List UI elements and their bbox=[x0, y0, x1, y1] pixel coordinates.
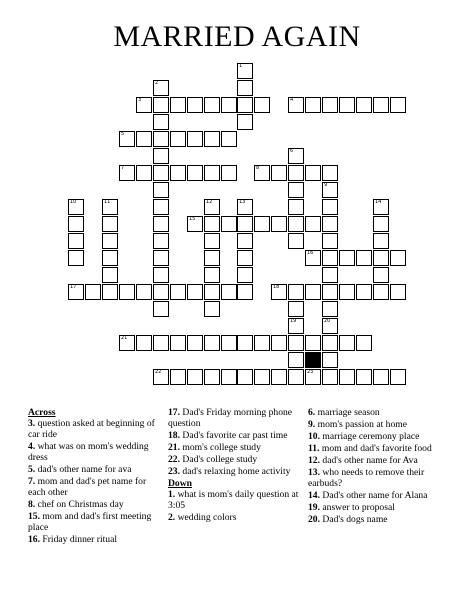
grid-cell[interactable] bbox=[187, 216, 203, 232]
clue-number: 22 bbox=[155, 369, 162, 375]
clue-number: 7 bbox=[121, 165, 125, 171]
clue-item-text: mom and dad's pet name for each other bbox=[28, 476, 147, 498]
grid-cell[interactable] bbox=[204, 369, 220, 385]
grid-cell[interactable] bbox=[322, 318, 338, 334]
clue-item bbox=[168, 442, 303, 453]
grid-cell[interactable] bbox=[119, 131, 135, 147]
clue-number: 16 bbox=[307, 250, 314, 256]
grid-cell[interactable] bbox=[237, 80, 253, 96]
clue-item bbox=[28, 418, 163, 440]
grid-cell[interactable] bbox=[136, 335, 152, 351]
grid-cell[interactable] bbox=[305, 335, 321, 351]
grid-cell[interactable] bbox=[322, 369, 338, 385]
grid-cell[interactable] bbox=[68, 199, 84, 215]
grid-cell[interactable] bbox=[204, 233, 220, 249]
grid-cell[interactable] bbox=[390, 250, 406, 266]
grid-cell[interactable] bbox=[153, 250, 169, 266]
grid-cell[interactable] bbox=[237, 114, 253, 130]
grid-cell[interactable] bbox=[356, 369, 372, 385]
grid-cell[interactable] bbox=[204, 131, 220, 147]
clue-number: 11 bbox=[104, 199, 111, 205]
grid-cell[interactable] bbox=[237, 97, 253, 113]
clue-item-number: 22. bbox=[168, 454, 180, 465]
clue-item-text: dad's other name for Ava bbox=[320, 455, 418, 466]
grid-cell[interactable] bbox=[322, 182, 338, 198]
grid-cell[interactable] bbox=[221, 216, 237, 232]
clue-item-text: mom's college study bbox=[180, 442, 261, 453]
grid-cell[interactable] bbox=[204, 250, 220, 266]
clue-item bbox=[168, 512, 303, 523]
grid-cell[interactable] bbox=[322, 352, 338, 368]
clue-item-text: Dad's Friday morning phone question bbox=[168, 407, 293, 429]
grid-cell[interactable] bbox=[153, 369, 169, 385]
grid-cell[interactable] bbox=[373, 199, 389, 215]
grid-cell[interactable] bbox=[187, 131, 203, 147]
clue-number: 23 bbox=[307, 369, 314, 375]
grid-cell[interactable] bbox=[153, 335, 169, 351]
grid-cell[interactable] bbox=[373, 97, 389, 113]
clue-number: 12 bbox=[206, 199, 213, 205]
clue-item-text: answer to proposal bbox=[320, 502, 395, 513]
grid-cell[interactable] bbox=[288, 182, 304, 198]
grid-cell[interactable] bbox=[254, 216, 270, 232]
grid-cell[interactable] bbox=[339, 284, 355, 300]
grid-cell[interactable] bbox=[322, 250, 338, 266]
grid-cell[interactable] bbox=[373, 216, 389, 232]
grid-cell[interactable] bbox=[68, 284, 84, 300]
clue-item-text: dad's other name for ava bbox=[35, 464, 132, 475]
clue-item bbox=[28, 464, 163, 475]
clue-item-number: 9. bbox=[308, 419, 316, 430]
clue-column-1 bbox=[28, 407, 163, 546]
grid-cell[interactable] bbox=[170, 131, 186, 147]
grid-cell[interactable] bbox=[136, 97, 152, 113]
grid-cell[interactable] bbox=[187, 284, 203, 300]
clue-number: 18 bbox=[273, 284, 280, 290]
clue-number: 6 bbox=[290, 148, 294, 154]
grid-cell[interactable] bbox=[339, 369, 355, 385]
grid-cell[interactable] bbox=[322, 165, 338, 181]
grid-cell[interactable] bbox=[254, 165, 270, 181]
clue-item-text: wedding colors bbox=[175, 512, 237, 523]
clue-item-number: 10. bbox=[308, 431, 320, 442]
grid-cell[interactable] bbox=[237, 216, 253, 232]
grid-cell[interactable] bbox=[237, 250, 253, 266]
clue-number: 19 bbox=[290, 318, 297, 324]
grid-cell[interactable] bbox=[136, 284, 152, 300]
grid-cell[interactable] bbox=[153, 267, 169, 283]
clue-item-text: Dad's dogs name bbox=[320, 514, 388, 525]
clue-item-number: 17. bbox=[168, 407, 180, 418]
grid-cell[interactable] bbox=[170, 165, 186, 181]
clue-item-text: dad's relaxing home activity bbox=[180, 466, 291, 477]
grid-cell[interactable] bbox=[204, 165, 220, 181]
grid-cell[interactable] bbox=[204, 284, 220, 300]
grid-cell[interactable] bbox=[204, 199, 220, 215]
clue-number: 8 bbox=[256, 165, 260, 171]
grid-cell[interactable] bbox=[170, 335, 186, 351]
grid-cell[interactable] bbox=[390, 284, 406, 300]
grid-cell[interactable] bbox=[254, 97, 270, 113]
clue-item-number: 16. bbox=[28, 534, 40, 545]
grid-cell[interactable] bbox=[322, 301, 338, 317]
grid-cell[interactable] bbox=[339, 97, 355, 113]
grid-cell[interactable] bbox=[153, 97, 169, 113]
grid-cell[interactable] bbox=[254, 335, 270, 351]
clue-column-3 bbox=[308, 407, 450, 526]
clue-item-number: 11. bbox=[308, 443, 320, 454]
grid-cell[interactable] bbox=[356, 97, 372, 113]
clue-item-number: 21. bbox=[168, 442, 180, 453]
grid-cell[interactable] bbox=[237, 369, 253, 385]
grid-cell[interactable] bbox=[102, 284, 118, 300]
grid-cell[interactable] bbox=[102, 250, 118, 266]
grid-cell[interactable] bbox=[373, 267, 389, 283]
grid-cell[interactable] bbox=[119, 284, 135, 300]
clue-item-number: 1. bbox=[168, 489, 176, 500]
grid-cell[interactable] bbox=[170, 97, 186, 113]
grid-cell[interactable] bbox=[356, 250, 372, 266]
grid-cell[interactable] bbox=[153, 216, 169, 232]
grid-cell[interactable] bbox=[187, 97, 203, 113]
grid-cell[interactable] bbox=[102, 199, 118, 215]
clue-number: 15 bbox=[189, 216, 196, 222]
clue-number: 4 bbox=[290, 97, 294, 103]
grid-cell[interactable] bbox=[136, 131, 152, 147]
grid-cell[interactable] bbox=[68, 233, 84, 249]
grid-cell[interactable] bbox=[305, 97, 321, 113]
grid-cell[interactable] bbox=[237, 267, 253, 283]
grid-cell[interactable] bbox=[322, 216, 338, 232]
grid-cell[interactable] bbox=[187, 165, 203, 181]
clue-number: 10 bbox=[70, 199, 77, 205]
grid-cell[interactable] bbox=[153, 301, 169, 317]
grid-cell[interactable] bbox=[322, 199, 338, 215]
clue-item-text: marriage season bbox=[315, 407, 380, 418]
grid-cell[interactable] bbox=[221, 369, 237, 385]
grid-cell[interactable] bbox=[221, 97, 237, 113]
clue-item-text: Dad's other name for Alana bbox=[320, 490, 428, 501]
grid-cell[interactable] bbox=[288, 233, 304, 249]
grid-cell[interactable] bbox=[271, 369, 287, 385]
grid-cell[interactable] bbox=[187, 369, 203, 385]
clue-number: 2 bbox=[155, 80, 159, 86]
clue-number: 14 bbox=[375, 199, 382, 205]
clue-number: 3 bbox=[138, 97, 142, 103]
clue-item-text: chef on Christmas day bbox=[35, 499, 124, 510]
clue-item bbox=[168, 454, 303, 465]
grid-cell[interactable] bbox=[153, 199, 169, 215]
clue-number: 21 bbox=[121, 335, 128, 341]
grid-cell[interactable] bbox=[237, 284, 253, 300]
grid-cell[interactable] bbox=[373, 369, 389, 385]
grid-cell[interactable] bbox=[322, 267, 338, 283]
clue-item-text: mom's passion at home bbox=[315, 419, 407, 430]
clue-item-number: 6. bbox=[308, 407, 316, 418]
grid-cell[interactable] bbox=[339, 335, 355, 351]
grid-cell[interactable] bbox=[305, 369, 321, 385]
grid-cell[interactable] bbox=[322, 335, 338, 351]
grid-cell[interactable] bbox=[254, 369, 270, 385]
grid-cell[interactable] bbox=[271, 165, 287, 181]
grid-cell[interactable] bbox=[373, 233, 389, 249]
clue-item bbox=[308, 490, 450, 501]
grid-cell[interactable] bbox=[237, 233, 253, 249]
grid-cell[interactable] bbox=[85, 284, 101, 300]
grid-cell[interactable] bbox=[119, 335, 135, 351]
grid-cell[interactable] bbox=[288, 148, 304, 164]
grid-cell[interactable] bbox=[237, 335, 253, 351]
clue-item bbox=[308, 514, 450, 525]
grid-cell[interactable] bbox=[68, 216, 84, 232]
grid-cell[interactable] bbox=[390, 97, 406, 113]
clue-item-text: mom and dad's first meeting place bbox=[28, 511, 152, 533]
grid-cell[interactable] bbox=[170, 369, 186, 385]
grid-cell[interactable] bbox=[305, 284, 321, 300]
clue-item-text: what was on mom's wedding dress bbox=[28, 441, 149, 463]
grid-cell[interactable] bbox=[288, 216, 304, 232]
grid-cell[interactable] bbox=[102, 216, 118, 232]
clue-number: 20 bbox=[324, 318, 331, 324]
clue-item-text: question asked at beginning of car ride bbox=[28, 418, 155, 440]
clue-item-number: 18. bbox=[168, 430, 180, 441]
grid-cell[interactable] bbox=[221, 284, 237, 300]
clue-item-text: mom and dad's favorite food bbox=[319, 443, 432, 454]
grid-cell[interactable] bbox=[288, 335, 304, 351]
grid-cell[interactable] bbox=[237, 63, 253, 79]
grid-cell[interactable] bbox=[288, 301, 304, 317]
grid-cell[interactable] bbox=[153, 148, 169, 164]
section-heading: Across bbox=[28, 407, 56, 418]
grid-cell[interactable] bbox=[102, 233, 118, 249]
clue-number: 17 bbox=[70, 284, 77, 290]
puzzle-title: MARRIED AGAIN bbox=[113, 20, 361, 53]
grid-cell[interactable] bbox=[221, 165, 237, 181]
grid-cell[interactable] bbox=[288, 165, 304, 181]
grid-cell[interactable] bbox=[322, 233, 338, 249]
clue-item-number: 4. bbox=[28, 441, 36, 452]
black-cell bbox=[305, 352, 321, 368]
clue-item bbox=[308, 407, 450, 418]
grid-cell[interactable] bbox=[153, 114, 169, 130]
grid-cell[interactable] bbox=[288, 97, 304, 113]
clue-item-number: 20. bbox=[308, 514, 320, 525]
clue-item bbox=[28, 441, 163, 463]
clue-number: 13 bbox=[239, 199, 246, 205]
grid-cell[interactable] bbox=[305, 216, 321, 232]
grid-cell[interactable] bbox=[271, 284, 287, 300]
grid-cell[interactable] bbox=[221, 131, 237, 147]
grid-cell[interactable] bbox=[204, 97, 220, 113]
grid-cell[interactable] bbox=[204, 216, 220, 232]
clue-item bbox=[28, 534, 163, 545]
clue-item bbox=[308, 443, 450, 454]
clue-item-text: who needs to remove their earbuds? bbox=[308, 467, 425, 489]
grid-cell[interactable] bbox=[305, 250, 321, 266]
clue-item-number: 5. bbox=[28, 464, 36, 475]
grid-cell[interactable] bbox=[119, 165, 135, 181]
grid-cell[interactable] bbox=[153, 182, 169, 198]
clue-item bbox=[28, 499, 163, 510]
grid-cell[interactable] bbox=[204, 335, 220, 351]
grid-cell[interactable] bbox=[221, 335, 237, 351]
grid-cell[interactable] bbox=[153, 80, 169, 96]
grid-cell[interactable] bbox=[305, 165, 321, 181]
grid-cell[interactable] bbox=[288, 352, 304, 368]
grid-cell[interactable] bbox=[271, 335, 287, 351]
grid-cell[interactable] bbox=[102, 267, 118, 283]
clue-item-text: what is mom's daily question at 3:05 bbox=[168, 489, 299, 511]
clue-item-text: Dad's favorite car past time bbox=[180, 430, 288, 441]
clue-item-number: 14. bbox=[308, 490, 320, 501]
grid-cell[interactable] bbox=[390, 369, 406, 385]
grid-cell[interactable] bbox=[153, 131, 169, 147]
grid-cell[interactable] bbox=[322, 284, 338, 300]
grid-cell[interactable] bbox=[153, 165, 169, 181]
clue-item-number: 13. bbox=[308, 467, 320, 478]
clue-item-number: 12. bbox=[308, 455, 320, 466]
clue-item bbox=[308, 502, 450, 513]
clue-item bbox=[168, 407, 303, 429]
clue-item-number: 7. bbox=[28, 476, 36, 487]
clue-item bbox=[28, 511, 163, 533]
grid-cell[interactable] bbox=[271, 216, 287, 232]
grid-cell[interactable] bbox=[153, 233, 169, 249]
clue-item-text: Friday dinner ritual bbox=[40, 534, 117, 545]
clue-item bbox=[308, 431, 450, 442]
clue-item bbox=[308, 467, 450, 489]
grid-cell[interactable] bbox=[288, 199, 304, 215]
grid-cell[interactable] bbox=[356, 284, 372, 300]
grid-cell[interactable] bbox=[136, 165, 152, 181]
grid-cell[interactable] bbox=[204, 301, 220, 317]
grid-cell[interactable] bbox=[373, 284, 389, 300]
grid-cell[interactable] bbox=[170, 284, 186, 300]
clue-item bbox=[168, 430, 303, 441]
clue-item bbox=[28, 476, 163, 498]
clue-item-text: marriage ceremony place bbox=[320, 431, 420, 442]
grid-cell[interactable] bbox=[68, 250, 84, 266]
grid-cell[interactable] bbox=[339, 250, 355, 266]
clue-item-number: 8. bbox=[28, 499, 36, 510]
clue-item-number: 23. bbox=[168, 466, 180, 477]
grid-cell[interactable] bbox=[288, 369, 304, 385]
clue-column-2 bbox=[168, 407, 303, 524]
grid-cell[interactable] bbox=[373, 250, 389, 266]
clue-number: 9 bbox=[324, 182, 328, 188]
clue-item bbox=[308, 419, 450, 430]
clue-item bbox=[168, 466, 303, 477]
grid-cell[interactable] bbox=[288, 318, 304, 334]
grid-cell[interactable] bbox=[322, 97, 338, 113]
section-heading: Down bbox=[168, 478, 192, 489]
clue-number: 5 bbox=[121, 131, 125, 137]
clue-item-number: 15. bbox=[28, 511, 40, 522]
grid-cell[interactable] bbox=[237, 199, 253, 215]
clue-item bbox=[168, 489, 303, 511]
clue-item-text: Dad's college study bbox=[180, 454, 258, 465]
grid-cell[interactable] bbox=[153, 284, 169, 300]
clue-item-number: 19. bbox=[308, 502, 320, 513]
grid-cell[interactable] bbox=[187, 335, 203, 351]
grid-cell[interactable] bbox=[204, 267, 220, 283]
grid-cell[interactable] bbox=[288, 284, 304, 300]
clue-number: 1 bbox=[239, 63, 243, 69]
clue-item bbox=[308, 455, 450, 466]
clue-item-number: 3. bbox=[28, 418, 36, 429]
grid-cell[interactable] bbox=[356, 335, 372, 351]
clue-item-number: 2. bbox=[168, 512, 176, 523]
